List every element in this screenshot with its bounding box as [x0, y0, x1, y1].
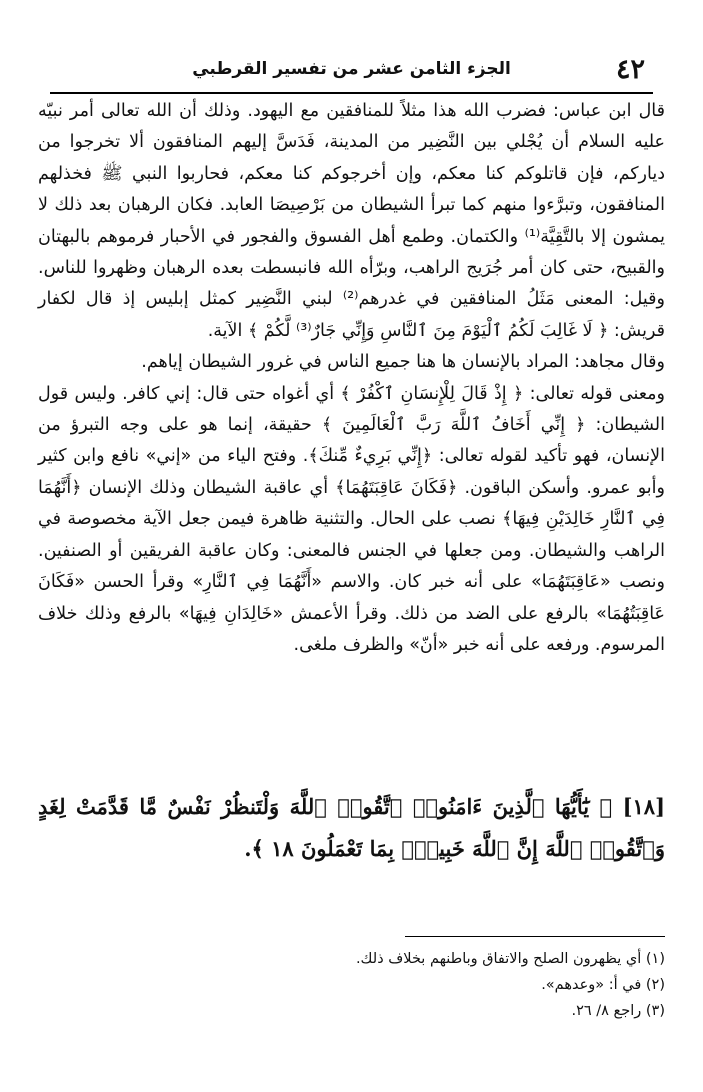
paragraph: وقال مجاهد: المراد بالإنسان ها هنا جميع الناس في غرور الشيطان إياهم.	[141, 352, 665, 373]
paragraph: ومعنى قوله تعالى: ﴿ إِذْ قَالَ لِلْإِنسَانِ ٱكْفُرْ ﴾ أي أغواه حتى قال: إني كافر. وليس قول الشيطان: ﴿ إِنِّي أَخَافُ ٱللَّهَ رَبَّ ٱلْعَالَمِينَ ﴾ حقيقة، إنما هو على وجه التبرؤ من الإنسان، فهو تأكيد لقوله تعالى: ﴿إِنِّي بَرِيءٌ مِّنكَ﴾. وفتح الياء من «إني» نافع وابن كثير وأبو عمرو. وأسكن الباقون. ﴿فَكَانَ عَاقِبَتَهُمَا﴾ أي عاقبة الشيطان وذلك الإنسان ﴿أَنَّهُمَا فِي ٱلنَّارِ خَالِدَيْنِ فِيهَا﴾ نصب على الحال. والتثنية ظاهرة فيمن جعل الآية مخصوصة في الراهب والشيطان. ومن جعلها في الجنس فالمعنى: وكان عاقبة الفريقين أو الصنفين. ونصب «عَاقِبَتَهُمَا» على أنه خبر كان. والاسم «أَنَّهُمَا فِي ٱلنَّارِ» وقرأ الحسن «فَكَانَ عَاقِبَتُهُمَا» بالرفع على الضد من ذلك. وقرأ الأعمش «خَالِدَانِ فِيهَا» بالرفع وذلك خلاف المرسوم. ورفعه على أنه خبر «أنّ» والظرف ملغى.	[38, 383, 665, 655]
quran-verse	[38, 786, 665, 870]
running-title: الجزء الثامن عشر من تفسير القرطبي	[192, 59, 511, 79]
footnote: (٢) في أ: «وعدهم».	[541, 977, 665, 993]
footnote: (٣) راجع ٨/ ٢٦.	[571, 1003, 665, 1019]
paragraph: قال ابن عباس: فضرب الله هذا مثلاً للمنافقين مع اليهود. وذلك أن الله تعالى أمر نبيّه عليه السلام أن يُجْلي بين النَّضِير من المدينة، فَدَسَّ إليهم المنافقون ألا تخرجوا من دياركم، فإن قاتلوكم كنا معكم، وإن أخرجوكم كنا معكم، فحاربوا النبي ﷺ فخذلهم المنافقون، وتبرَّءوا منهم كما تبرأ الشيطان من بَرْصِيصَا العابد. فكان الرهبان بعد ذلك لا يمشون إلا بالتَّقِيَّة⁽¹⁾ والكتمان. وطمع أهل الفسوق والفجور في الأحبار فرموهم بالبهتان والقبيح، حتى كان أمر جُرَيج الراهب، وبرّأه الله فانبسطت بعده الرهبان وظهروا للناس. وقيل: المعنى مَثَلُ المنافقين في غدرهم⁽²⁾ لبني النَّضِير كمثل إبليس إذ قال لكفار قريش: ﴿ لَا غَالِبَ لَكُمُ ٱلْيَوْمَ مِنَ ٱلنَّاسِ وَإِنِّي جَارٌ⁽³⁾ لَّكُمْ ﴾ الآية.	[38, 101, 665, 341]
page-header	[50, 52, 653, 94]
page-number: ٤٢	[615, 54, 645, 85]
footnote-divider	[405, 936, 665, 937]
commentary-text	[38, 96, 665, 661]
footnote: (١) أي يظهرون الصلح والاتفاق وباطنهم بخلاف ذلك.	[355, 951, 665, 967]
verse-number: [١٨]	[622, 794, 666, 819]
footnotes	[38, 946, 665, 1024]
verse-text: ﴿ يَٰٓأَيُّهَا ٱلَّذِينَ ءَامَنُوا۟ ٱتَّقُوا۟ ٱللَّهَ وَلْتَنظُرْ نَفْسٌ مَّا قَدَّمَتْ لِغَدٍ وَٱتَّقُوا۟ ٱللَّهَ إِنَّ ٱللَّهَ خَبِيرٌۢ بِمَا تَعْمَلُونَ ١٨ ﴾.	[38, 794, 665, 861]
